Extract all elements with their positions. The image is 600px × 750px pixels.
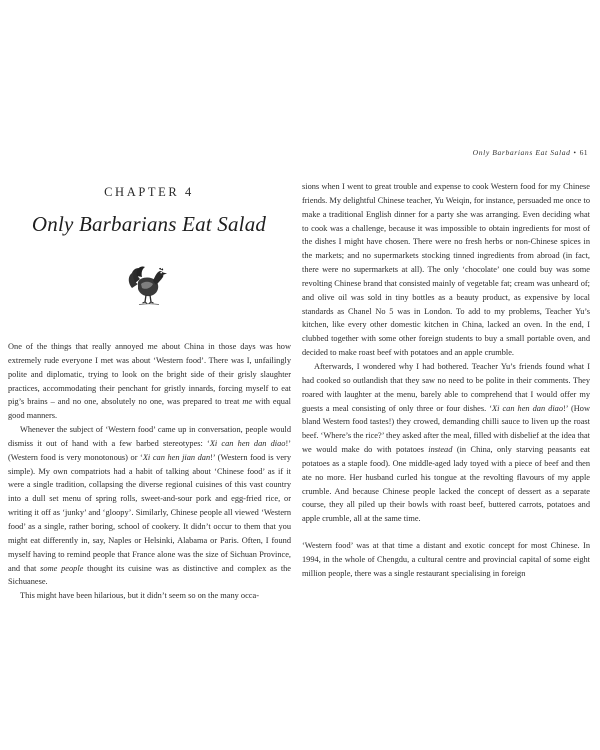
left-column bbox=[8, 340, 291, 603]
paragraph: ‘Western food’ was at that time a distant and exotic concept for most Chinese. In 1994, in the whole of Chengdu, a cultural centre and provincial capital of some eight million people, there was a single restaurant specialising in foreign bbox=[302, 541, 590, 578]
chapter-title: Only Barbarians Eat Salad bbox=[31, 212, 267, 236]
paragraph: Whenever the subject of ‘Western food’ came up in conversation, people would dismiss it out of hand with a few barbed stereotypes: ‘Xi can hen dan diao!’ (Western food is very monotonous) or ‘Xi can hen jian dan!’ (Western food is very simple). My own compatriots had a habit of talking about ‘Chinese food’ as if it were a single tradition, collapsing the diverse regional cuisines of this vast country into a dull set menu of spring rolls, sweet-and-sour pork and egg-fried rice, or writing it off as ‘junky’ and ‘gloopy’. Similarly, Chinese people all viewed ‘Western food’ as a single, rather boring, school of cookery. It didn’t occur to them that you might eat differently in, say, Naples or Helsinki, Alabama or Paris. Often, I found myself having to remind people that France alone was the size of Sichuan Province, and that some people thought its cuisine was as distinctive and complex as the Sichuanese. bbox=[8, 425, 292, 587]
paragraph: This might have been hilarious, but it didn’t seem so on the many occa- bbox=[20, 591, 259, 601]
paragraph: One of the things that really annoyed me about China in those days was how extremely rude everyone I met was about ‘Western food’. There was I, unfailingly polite and diplomatic, trying to look on the bright side of their grisly slaughter practices, accommodating their penchant for gristly innards, forcing myself to eat pig’s brains – and no one, absolutely no one, was prepared to treat me with equal good manners. bbox=[8, 342, 291, 421]
paragraph: sions when I went to great trouble and expense to cook Western food for my Chinese friends. My delightful Chinese teacher, Yu Weiqin, for instance, persuaded me once to make a traditional English dinner for a party she was arranging. Even deciding what to cook was a challenge, because it was impossible to obtain ingredients for most of the dishes I might have chosen. There were no fresh herbs or non-Chinese spices in the markets; and no supermarkets stocking tinned ingredients from abroad (in fact, there were no supermarkets at all). The only ‘chocolate’ one could buy was some revolting Chinese brand that consisted mainly of vegetable fat; cream was unheard of; and olive oil was sold in tiny bottles as a beauty product, as expensive by local standards as Chanel No 5 was in London. To add to my problems, Teacher Yu’s kitchen, like every other domestic kitchen in China, lacked an oven. In the end, I clubbed together with some other foreign students to buy a small portable oven, and decided to make roast beef with potatoes and an apple crumble. bbox=[302, 182, 590, 358]
running-head-title: Only Barbarians Eat Salad bbox=[472, 148, 571, 157]
running-head-separator: • bbox=[573, 149, 577, 157]
rooster-illustration-icon bbox=[126, 262, 172, 308]
paragraph: Afterwards, I wondered why I had bothered. Teacher Yu’s friends found what I had cooked so outlandish that they saw no need to be polite in their comments. They roared with laughter at the menu, barely able to comprehend that I would offer my guests a meal consisting of only three or four dishes. ‘Xi can hen dan diao!’ (How bland Western food tastes!) they crowed, demanding chilli sauce to liven up the roast beef. ‘Where’s the rice?’ they asked after the meal, filled with disbelief at the idea that we would make do with potatoes instead (in China, only starving peasants eat potatoes as a staple food). One middle-aged lady toyed with a piece of beef and then ate no more. Her husband curled his tongue at the revolting flavours of my apple crumble. And because Chinese people lacked the concept of dessert as a separate course, they all piled up their bowls with roast beef, buttered carrots, potatoes and apple crumble, all at the same time. bbox=[302, 361, 591, 524]
running-head bbox=[473, 148, 588, 157]
right-column bbox=[302, 180, 590, 581]
page-number: 61 bbox=[579, 148, 588, 157]
chapter-label: CHAPTER 4 bbox=[104, 185, 194, 199]
